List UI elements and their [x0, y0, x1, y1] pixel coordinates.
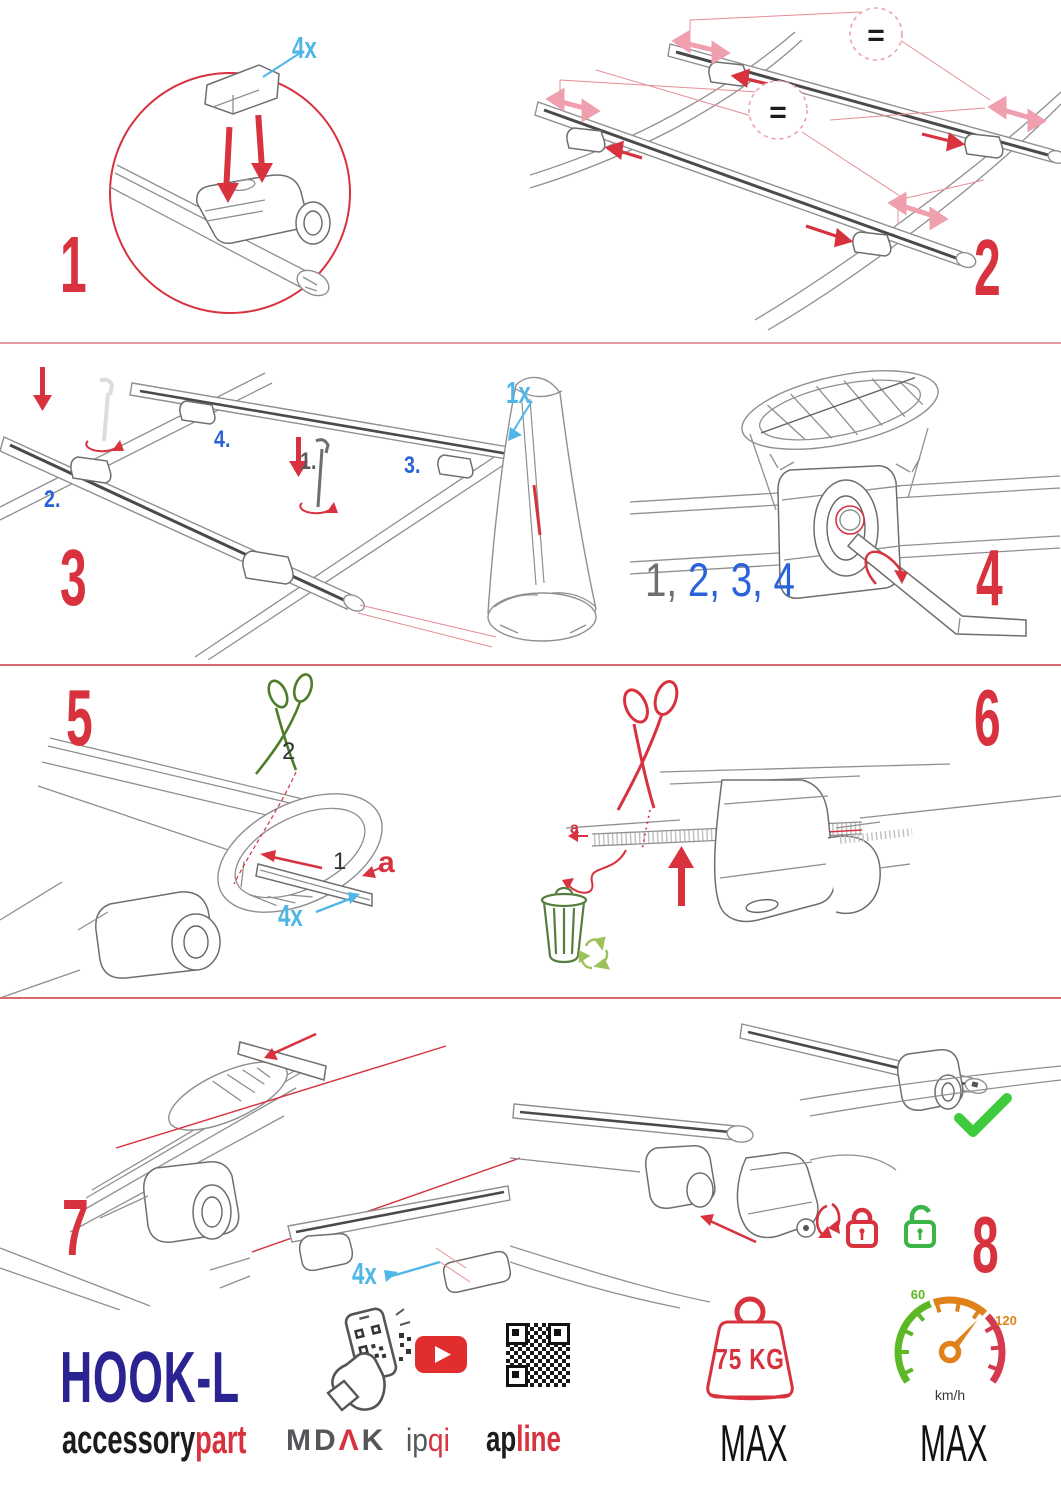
mdak-k: K: [361, 1424, 387, 1457]
sequence-blue: 2, 3, 4: [677, 553, 795, 606]
step-5-quantity: 4x: [278, 898, 303, 933]
speed-max-label: MAX: [920, 1415, 988, 1473]
boot-cover: [488, 377, 596, 641]
padlock-locked-icon: [848, 1210, 876, 1246]
qr-finder: [548, 1323, 570, 1345]
ipqi-ip: ip: [406, 1422, 428, 1458]
brand-logo: [62, 1420, 246, 1460]
apline-line: line: [516, 1418, 561, 1459]
ipqi-qi: qi: [427, 1422, 450, 1458]
qr-code: [504, 1321, 572, 1389]
brand-accessory: accessory: [62, 1418, 196, 1462]
weight-icon: [690, 1293, 810, 1411]
step-4-number: 4: [976, 533, 1002, 622]
weight-max-label: MAX: [720, 1415, 788, 1473]
apline-ap: ap: [486, 1418, 517, 1459]
partner-logo-apline: [486, 1418, 561, 1460]
speedometer-icon: [880, 1288, 1025, 1410]
step-3-substep-4: 4.: [214, 426, 231, 453]
step-7-quantity: 4x: [352, 1256, 377, 1291]
step-3-substep-1: 1.: [300, 448, 317, 475]
step-3-substep-3: 3.: [404, 452, 421, 479]
section-divider-3: [0, 997, 1061, 999]
step-5-label-2: 2: [282, 738, 296, 765]
assembled-rack: [740, 1024, 1061, 1116]
lock-assembly: [510, 1104, 896, 1308]
equal-sign-1: =: [867, 19, 885, 52]
step-3-substep-2: 2.: [44, 486, 61, 513]
boot-top: [735, 356, 945, 464]
sequence-gray: 1,: [645, 553, 678, 606]
qr-finder: [506, 1365, 528, 1387]
phone-scan-icon: [320, 1305, 420, 1415]
key-turn-arrows: [817, 1204, 840, 1238]
step-5-label-a: a: [378, 846, 395, 879]
product-name: HOOK-L: [60, 1338, 240, 1418]
speed-unit-label: km/h: [934, 1387, 966, 1403]
mdak-caret: Λ: [338, 1424, 362, 1457]
step-1-number: 1: [60, 220, 86, 309]
step-6-label-a: a: [570, 820, 579, 837]
step-6-number: 6: [974, 673, 1000, 762]
recycle-icon: [580, 938, 608, 968]
checkmark-icon: [959, 1098, 1007, 1132]
hook-clamp: [715, 780, 912, 921]
youtube-icon: [415, 1336, 467, 1373]
mounting-foot: [0, 882, 220, 998]
qr-finder: [506, 1323, 528, 1345]
section-divider-2: [0, 664, 1061, 666]
speed-max-tick-label: 120: [995, 1313, 1017, 1328]
partner-logo-ipqi: [406, 1422, 450, 1459]
step-3-quantity: 1x: [506, 375, 531, 410]
step-5-number: 5: [66, 673, 92, 762]
clip-part: [205, 65, 279, 114]
ghost-allen-key: [100, 380, 112, 441]
weight-limit-value: 75 KG: [715, 1342, 785, 1376]
brand-part: part: [195, 1418, 247, 1462]
step-7-number: 7: [62, 1183, 88, 1272]
padlock-unlocked-icon: [906, 1207, 934, 1246]
step-1-quantity: 4x: [292, 30, 317, 65]
discard-squiggle: [568, 850, 626, 893]
equal-sign-2: =: [769, 96, 787, 129]
mdak-md: MD: [286, 1424, 339, 1457]
step-1-illustration: [55, 15, 395, 330]
step-2-number: 2: [974, 223, 1000, 312]
step-8-number: 8: [972, 1200, 998, 1289]
step-5-label-1: 1: [333, 848, 347, 875]
speed-min-label: 60: [910, 1288, 926, 1302]
step-3-number: 3: [60, 533, 86, 622]
section-divider-1: [0, 342, 1061, 344]
mounting-foot: [0, 1162, 239, 1310]
step-4-sequence: [645, 553, 795, 606]
partner-logo-mdak: [286, 1424, 386, 1458]
